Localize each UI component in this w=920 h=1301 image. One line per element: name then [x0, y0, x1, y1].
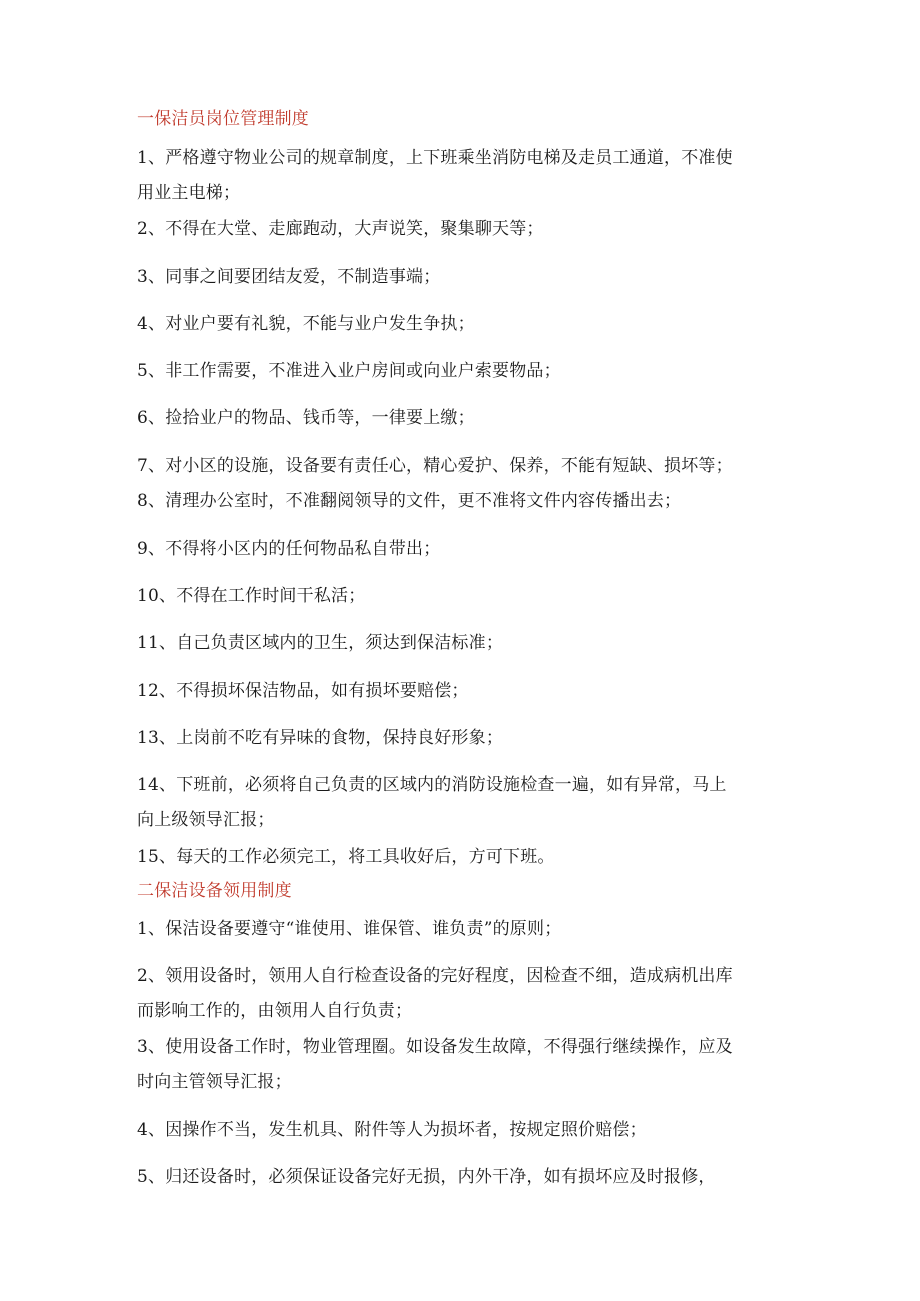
list-item: 10、不得在工作时间干私活； [137, 586, 366, 606]
section-title-equipment-rules: 二保洁设备领用制度 [137, 881, 292, 901]
list-item: 8、清理办公室时，不准翻阅领导的文件，更不准将文件内容传播出去； [137, 491, 682, 511]
list-item: 14、下班前，必须将自己负责的区域内的消防设施检查一遍，如有异常，马上 [137, 775, 727, 795]
list-item: 6、捡拾业户的物品、钱币等，一律要上缴； [137, 408, 475, 428]
list-item: 4、因操作不当，发生机具、附件等人为损坏者，按规定照价赔偿； [137, 1120, 647, 1140]
list-item: 1、保洁设备要遵守“谁使用、谁保管、谁负责”的原则； [137, 919, 562, 939]
list-item: 2、不得在大堂、走廊跑动，大声说笑，聚集聊天等； [137, 219, 544, 239]
list-item: 7、对小区的设施，设备要有责任心，精心爱护、保养，不能有短缺、损坏等； [137, 456, 733, 476]
list-item: 12、不得损坏保洁物品，如有损坏要赔偿； [137, 681, 469, 701]
list-item: 15、每天的工作必须完工，将工具收好后，方可下班。 [137, 847, 555, 867]
list-item: 用业主电梯； [137, 183, 241, 203]
list-item: 时向主管领导汇报； [137, 1072, 292, 1092]
list-item: 5、归还设备时，必须保证设备完好无损，内外干净，如有损坏应及时报修， [137, 1167, 716, 1187]
list-item: 1、严格遵守物业公司的规章制度，上下班乘坐消防电梯及走员工通道，不准使 [137, 148, 733, 168]
list-item: 3、使用设备工作时，物业管理圈。如设备发生故障，不得强行继续操作，应及 [137, 1037, 733, 1057]
list-item: 13、上岗前不吃有异味的食物，保持良好形象； [137, 728, 504, 748]
list-item: 4、对业户要有礼貌，不能与业户发生争执； [137, 314, 475, 334]
list-item: 9、不得将小区内的任何物品私自带出； [137, 539, 441, 559]
list-item: 11、自己负责区域内的卫生，须达到保洁标准； [137, 633, 504, 653]
list-item: 而影响工作的，由领用人自行负责； [137, 1001, 413, 1021]
list-item: 2、领用设备时，领用人自行检查设备的完好程度，因检查不细，造成病机出库 [137, 966, 733, 986]
list-item: 5、非工作需要，不准进入业户房间或向业户索要物品； [137, 361, 561, 381]
list-item: 3、同事之间要团结友爱，不制造事端； [137, 267, 441, 287]
section-title-cleaner-rules: 一保洁员岗位管理制度 [137, 109, 309, 129]
list-item: 向上级领导汇报； [137, 810, 275, 830]
